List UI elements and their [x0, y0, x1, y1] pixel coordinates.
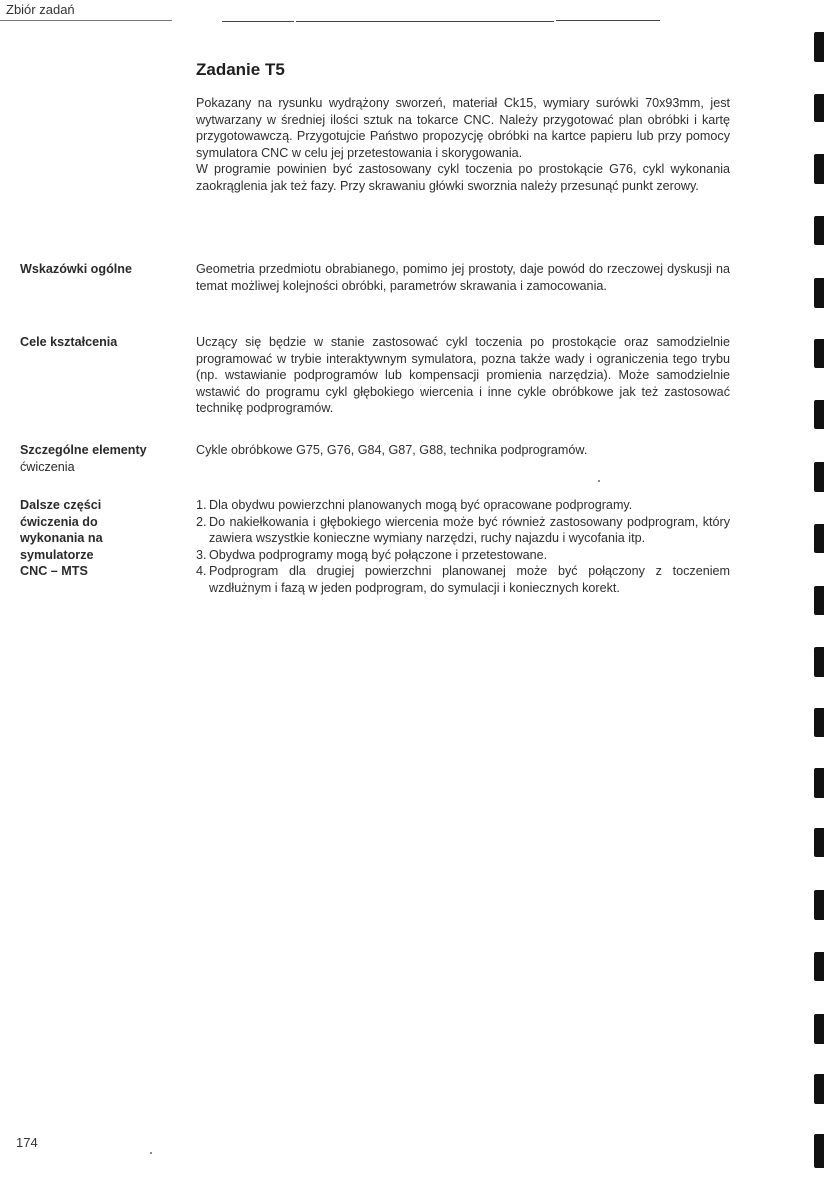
edge-tab — [814, 94, 824, 122]
header-rule — [0, 20, 172, 21]
general-hints-text: Geometria przedmiotu obrabianego, pomimo jej prostoty, daje powód do rzeczowej dyskusji na temat możliwej kolejności obróbki, parametrów skrawania i zamocowania. — [196, 262, 730, 293]
page-number: 174 — [16, 1135, 38, 1150]
edge-tab — [814, 1014, 824, 1044]
edge-tab — [814, 462, 824, 492]
further-parts-label-line-1: Dalsze części — [20, 498, 102, 512]
edge-tab — [814, 828, 824, 857]
further-parts-label-line-3: wykonania na — [20, 531, 103, 546]
special-elements-text: Cykle obróbkowe G75, G76, G84, G87, G88, technika podprogramów. — [196, 443, 588, 457]
edge-tab — [814, 339, 824, 368]
task-description-paragraph-2: W programie powinien być zastosowany cykl toczenia po prostokącie G76, cykl wykonania zaokrąglenia jak też fazy. Przy skrawaniu główki sworznia należy przesunąć punkt zerowy. — [196, 162, 730, 193]
general-hints-label — [20, 261, 180, 278]
list-item — [196, 547, 730, 564]
edge-tab — [814, 400, 824, 429]
task-description — [196, 95, 730, 195]
general-hints-label-text: Wskazówki ogólne — [20, 262, 132, 276]
list-item-text: Obydwa podprogramy mogą być połączone i przetestowane. — [209, 547, 548, 562]
list-item-number: 4. — [196, 564, 207, 579]
task-title: Zadanie T5 — [196, 60, 285, 79]
list-item-text: Podprogram dla drugiej powierzchni planowanej może być połączony z toczeniem wzdłużnym i fazą w jeden podprogram, do symulacji i koniecznych korekt. — [209, 564, 730, 595]
list-item — [196, 514, 730, 547]
header-rule-segment-3 — [556, 20, 660, 21]
learning-goals-text: Uczący się będzie w stanie zastosować cykl toczenia po prostokącie oraz samodzielnie programować w trybie interaktywnym symulatora, pozna także wady i ograniczenia tego trybu (np. wstawianie podprogramów lub kompensacji promienia narzędzia). Może samodzielnie wstawić do programu cykl głębokiego wiercenia i inne cykle obróbkowe jak też zastosować technikę podprogramów. — [196, 335, 730, 416]
further-parts-label-line-2: ćwiczenia do — [20, 514, 98, 529]
learning-goals-label — [20, 334, 180, 351]
list-item-text: Do nakiełkowania i głębokiego wiercenia może być również zastosowany podprogram, który zawiera wszystkie konieczne wymiany narzędzi, ruchy najazdu i wycofania itp. — [209, 514, 730, 546]
learning-goals-label-text: Cele kształcenia — [20, 335, 118, 349]
header-rule-segment-2 — [296, 21, 554, 22]
edge-tab — [814, 1074, 824, 1104]
special-elements-label-line-1: Szczególne elementy — [20, 443, 147, 457]
edge-tab — [814, 524, 824, 553]
edge-thumb-index — [808, 0, 824, 1182]
list-item-text: Dla obydwu powierzchni planowanych mogą być opracowane podprogramy. — [209, 498, 633, 512]
edge-tab — [814, 890, 824, 920]
edge-tab — [814, 708, 824, 737]
scan-speck — [598, 480, 600, 482]
further-parts-list — [196, 497, 730, 597]
list-item-number: 3. — [196, 547, 207, 562]
further-parts-label-line-4: symulatorze — [20, 547, 94, 562]
edge-tab — [814, 647, 824, 677]
task-description-paragraph-1: Pokazany na rysunku wydrążony sworzeń, materiał Ck15, wymiary surówki 70x93mm, jest wytwarzany w średniej ilości sztuk na tokarce CNC. Należy przygotować plan obróbki i kartę przygotowawczą. Przygotujcie Państwo propozycję obróbki na kartce papieru lub przy pomocy symulatora CNC w celu jej przetestowania i skorygowania. — [196, 96, 730, 160]
further-parts-label-line-5: CNC – MTS — [20, 564, 88, 579]
running-header: Zbiór zadań — [6, 2, 75, 17]
list-item-number: 1. — [196, 498, 207, 512]
special-elements-label-line-2: ćwiczenia — [20, 459, 75, 474]
edge-tab — [814, 216, 824, 245]
scan-speck-footer — [150, 1152, 152, 1154]
special-elements-label — [20, 442, 180, 475]
edge-tab — [814, 952, 824, 981]
list-item — [196, 497, 730, 514]
edge-tab — [814, 278, 824, 308]
edge-tab — [814, 32, 824, 62]
header-rule-segment-1 — [222, 21, 294, 22]
edge-tab — [814, 1134, 824, 1168]
edge-tab — [814, 586, 824, 615]
edge-tab — [814, 154, 824, 184]
list-item-number: 2. — [196, 514, 207, 529]
edge-tab — [814, 768, 824, 798]
list-item — [196, 563, 730, 596]
further-parts-label — [20, 497, 180, 580]
